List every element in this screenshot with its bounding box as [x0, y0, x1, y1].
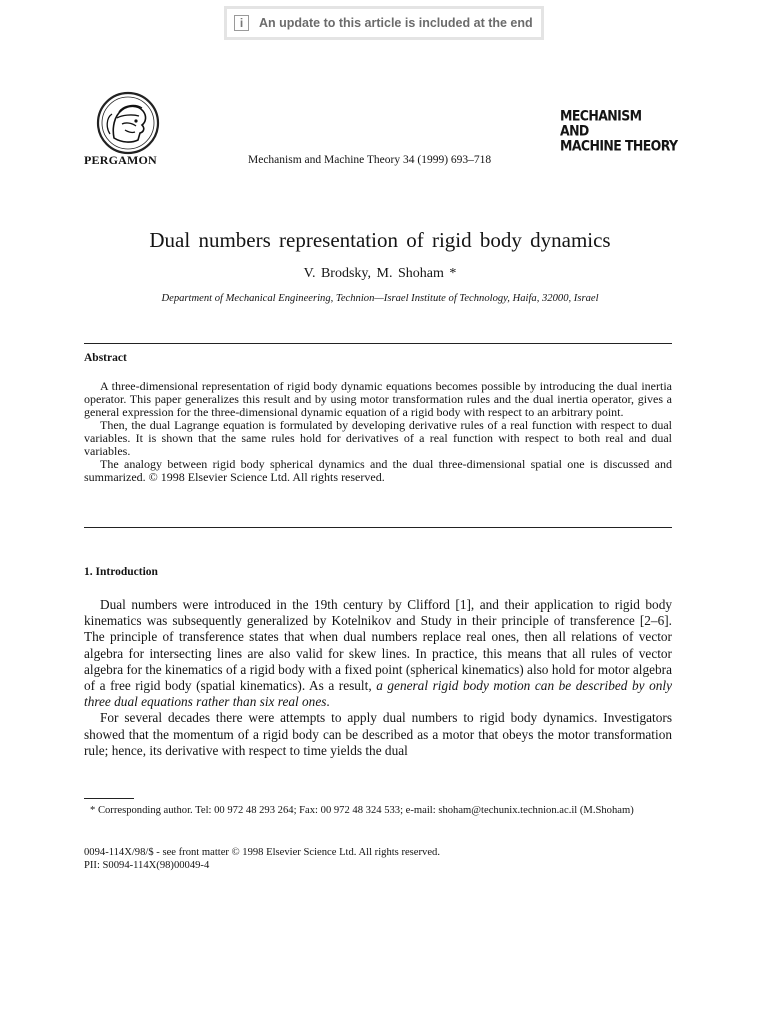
abstract-paragraph: A three-dimensional representation of rigid body dynamic equations becomes possible by introducing the dual inertia operator. This paper generalizes this result and by using motor transformation rules and the dual inertia operator, gives a general expression for the three-dimensional dynamic equation of a rigid body with respect to an arbitrary point. [84, 379, 672, 419]
abstract-top-rule [84, 343, 672, 344]
paragraph-end: . [326, 694, 330, 710]
paragraph-text: Dual numbers were introduced in the 19th century by Clifford [1], and their application to rigid body kinematics was subsequently generalized by Kotelnikov and Study in their principle of transference [2–6]. The principle of transference states that when dual numbers replace real ones, then all relations of vector algebra for intersecting lines are also valid for skew lines. In practice, this means that all rules of vector algebra for the kinematics of a rigid body with a fixed point (spherical kinematics) also hold for motor algebra of a free rigid body (spatial kinematics). As a result, [84, 597, 672, 694]
footnote-text: * Corresponding author. Tel: 00 972 48 293 264; Fax: 00 972 48 324 533; e-mail: shoham@techunix.technion.ac.il (M.Shoham) [90, 805, 634, 816]
abstract-paragraph: Then, the dual Lagrange equation is formulated by developing derivative rules of a real function with respect to dual variables. It is shown that the same rules hold for derivatives of a real function with respect to both real and dual variables. [84, 418, 672, 458]
update-notice-text: An update to this article is included at the end [259, 16, 533, 30]
pergamon-logo-icon [92, 88, 164, 158]
publisher-name: PERGAMON [84, 153, 157, 167]
article-update-banner[interactable] [224, 6, 544, 40]
journal-logo-line: AND [560, 121, 589, 140]
journal-logo [560, 108, 678, 153]
affiliation: Department of Mechanical Engineering, Technion—Israel Institute of Technology, Haifa, 32000, Israel [161, 293, 599, 304]
abstract-heading: Abstract [84, 352, 127, 364]
abstract-paragraph: The analogy between rigid body spherical dynamics and the dual three-dimensional spatial one is discussed and summarized. © 1998 Elsevier Science Ltd. All rights reserved. [84, 457, 672, 484]
section-heading-introduction: 1. Introduction [84, 566, 158, 578]
abstract-bottom-rule [84, 527, 672, 528]
introduction-paragraph: For several decades there were attempts to apply dual numbers to rigid body dynamics. Investigators showed that the momentum of a rigid body can be described as a motor that obeys the motor transformation rule; hence, its derivative with respect to time yields the dual [84, 710, 672, 758]
introduction-body [84, 597, 672, 759]
footnote [84, 804, 674, 817]
emphasized-text: a general rigid body motion can be described by only three dual equations rather than six real ones [84, 678, 672, 710]
abstract-body [84, 380, 672, 484]
authors: V. Brodsky, M. Shoham * [303, 266, 457, 281]
paper-title: Dual numbers representation of rigid body dynamics [149, 228, 611, 252]
pii-line: PII: S0094-114X(98)00049-4 [84, 860, 210, 871]
journal-logo-line: MACHINE THEORY [560, 136, 678, 154]
info-icon: i [234, 15, 249, 31]
journal-citation: Mechanism and Machine Theory 34 (1999) 693–718 [248, 154, 492, 166]
introduction-paragraph [84, 597, 672, 710]
copyright-line: 0094-114X/98/$ - see front matter © 1998 Elsevier Science Ltd. All rights reserved. [84, 847, 440, 858]
footnote-rule [84, 798, 134, 799]
copyright-block [84, 846, 440, 872]
journal-logo-line: MECHANISM [560, 106, 642, 125]
